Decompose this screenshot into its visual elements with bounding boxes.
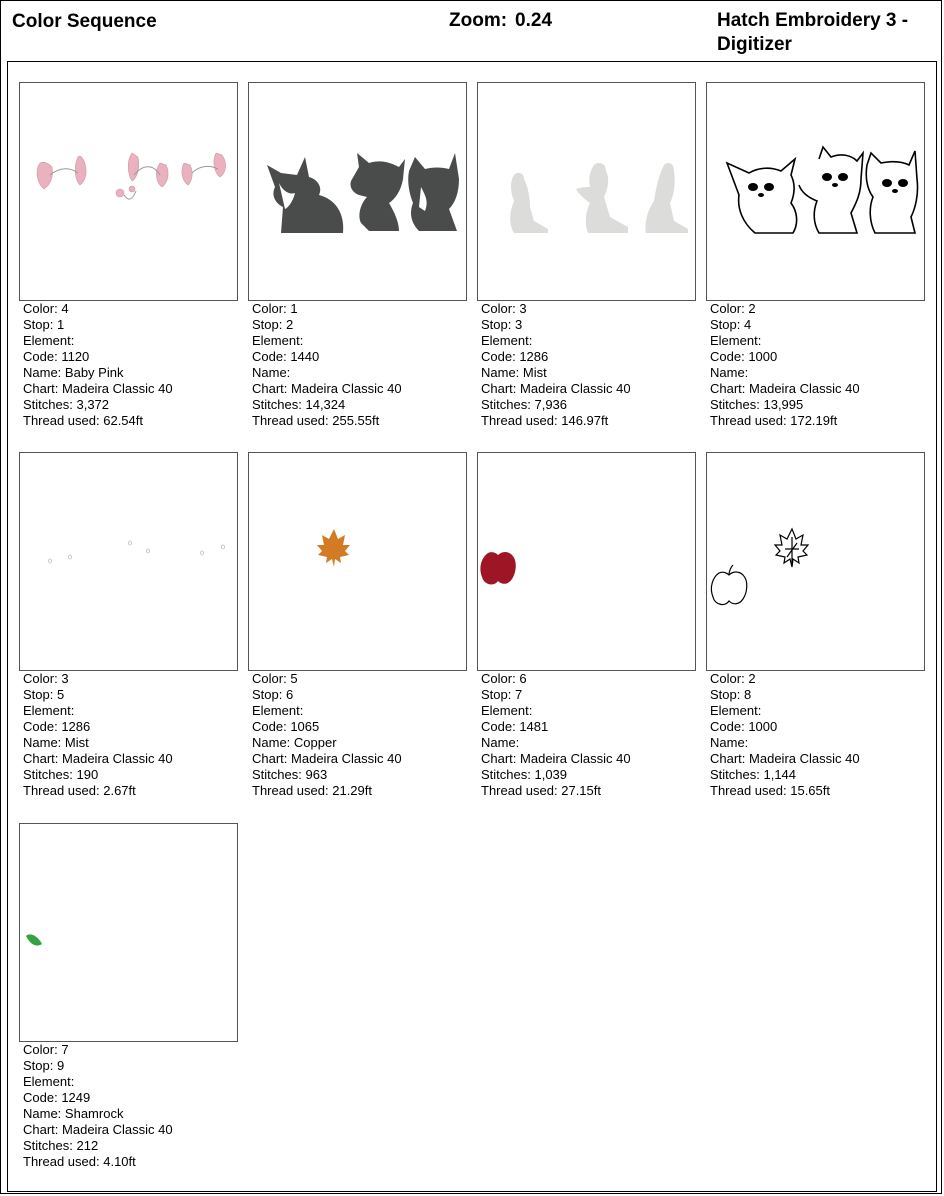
stop-info: Color: 2 Stop: 8 Element: Code: 1000 Name: Chart: Madeira Classic 40 Stitches: 1,144 Thread used: 15.65ft [710, 671, 860, 798]
stitch-count: 190 [76, 767, 99, 782]
color-number: 6 [519, 671, 527, 686]
color-tile [706, 82, 925, 442]
stop-number: 1 [56, 317, 65, 332]
thread-chart: Madeira Classic 40 [62, 1122, 173, 1137]
stop-info: Color: 7 Stop: 9 Element: Code: 1249 Name: Shamrock Chart: Madeira Classic 40 Stitches: 212 Thread used: 4.10ft [23, 1042, 173, 1169]
color-number: 4 [61, 301, 69, 316]
stitch-count: 1,039 [534, 767, 568, 782]
thread-code: 1065 [290, 719, 320, 734]
stop-number: 2 [285, 317, 294, 332]
green-leaf-art [20, 824, 239, 1043]
thread-code: 1440 [290, 349, 320, 364]
stop-number: 5 [56, 687, 65, 702]
stop-number: 6 [285, 687, 294, 702]
stop-info: Color: 3 Stop: 3 Element: Code: 1286 Name: Mist Chart: Madeira Classic 40 Stitches: 7,936 Thread used: 146.97ft [481, 301, 631, 428]
stitch-count: 1,144 [763, 767, 797, 782]
thread-code: 1000 [748, 349, 778, 364]
color-tile [477, 452, 696, 812]
thread-code: 1120 [61, 349, 90, 364]
color-tile [706, 452, 925, 812]
stitch-count: 212 [76, 1138, 99, 1153]
thread-used: 15.65ft [790, 783, 830, 798]
thread-chart: Madeira Classic 40 [62, 751, 173, 766]
color-number: 3 [61, 671, 69, 686]
pink-ears-art [20, 83, 239, 302]
thread-used: 21.29ft [332, 783, 372, 798]
red-apple-art [478, 453, 697, 672]
thread-used: 146.97ft [561, 413, 609, 428]
stop-number: 9 [56, 1058, 65, 1073]
leaf-apple-outline-art [707, 453, 926, 672]
thread-used: 27.15ft [561, 783, 601, 798]
dog-silhouettes-art [249, 83, 468, 302]
stitch-count: 963 [305, 767, 328, 782]
thread-code: 1481 [519, 719, 549, 734]
stop-info: Color: 4 Stop: 1 Element: Code: 1120 Name: Baby Pink Chart: Madeira Classic 40 Stitches: 3,372 Thread used: 62.54ft [23, 301, 173, 428]
design-preview [706, 82, 925, 301]
thread-name: Shamrock [64, 1106, 124, 1121]
thread-name: Mist [522, 365, 547, 380]
thread-used: 172.19ft [790, 413, 838, 428]
color-tile [248, 82, 467, 442]
color-number: 2 [748, 671, 756, 686]
mist-shapes-art [478, 83, 697, 302]
stop-number: 7 [514, 687, 523, 702]
zoom-value: 0.24 [515, 10, 553, 31]
design-preview [19, 823, 238, 1042]
color-tile [477, 82, 696, 442]
stop-info: Color: 2 Stop: 4 Element: Code: 1000 Name: Chart: Madeira Classic 40 Stitches: 13,995 Thread used: 172.19ft [710, 301, 860, 428]
thread-code: 1286 [519, 349, 549, 364]
stop-number: 8 [743, 687, 752, 702]
color-number: 1 [290, 301, 298, 316]
thread-name: Mist [64, 735, 89, 750]
stitch-count: 13,995 [763, 397, 804, 412]
mist-dots-art [20, 453, 239, 672]
stop-info: Color: 3 Stop: 5 Element: Code: 1286 Name: Mist Chart: Madeira Classic 40 Stitches: 190 Thread used: 2.67ft [23, 671, 173, 798]
color-number: 5 [290, 671, 298, 686]
color-tile [19, 82, 238, 442]
thread-used: 62.54ft [103, 413, 143, 428]
zoom-readout [449, 9, 552, 33]
thread-name: Baby Pink [64, 365, 124, 380]
design-preview [477, 82, 696, 301]
stop-info: Color: 1 Stop: 2 Element: Code: 1440 Name: Chart: Madeira Classic 40 Stitches: 14,324 Thread used: 255.55ft [252, 301, 402, 428]
stop-info: Color: 6 Stop: 7 Element: Code: 1481 Name: Chart: Madeira Classic 40 Stitches: 1,039 Thread used: 27.15ft [481, 671, 631, 798]
maple-leaf-art [249, 453, 468, 672]
thread-name: Copper [293, 735, 337, 750]
color-number: 2 [748, 301, 756, 316]
design-preview [706, 452, 925, 671]
page-title: Color Sequence [12, 11, 157, 32]
stitch-count: 14,324 [305, 397, 346, 412]
thread-code: 1286 [61, 719, 91, 734]
color-sequence-grid [7, 61, 937, 1192]
zoom-label: Zoom: [449, 10, 508, 31]
thread-chart: Madeira Classic 40 [520, 751, 631, 766]
thread-code: 1000 [748, 719, 778, 734]
software-name: Hatch Embroidery 3 - Digitizer [717, 10, 909, 55]
design-preview [248, 452, 467, 671]
thread-code: 1249 [61, 1090, 91, 1105]
thread-chart: Madeira Classic 40 [520, 381, 631, 396]
thread-chart: Madeira Classic 40 [749, 751, 860, 766]
dog-outlines-art [707, 83, 926, 302]
thread-used: 255.55ft [332, 413, 380, 428]
thread-chart: Madeira Classic 40 [749, 381, 860, 396]
stitch-count: 7,936 [534, 397, 568, 412]
page-header [0, 0, 942, 60]
color-number: 3 [519, 301, 527, 316]
design-preview [19, 452, 238, 671]
design-preview [477, 452, 696, 671]
color-number: 7 [61, 1042, 69, 1057]
stitch-count: 3,372 [76, 397, 110, 412]
design-preview [248, 82, 467, 301]
color-tile [19, 823, 238, 1183]
thread-chart: Madeira Classic 40 [291, 751, 402, 766]
stop-number: 3 [514, 317, 523, 332]
color-tile [248, 452, 467, 812]
color-tile [19, 452, 238, 812]
thread-chart: Madeira Classic 40 [62, 381, 173, 396]
design-preview [19, 82, 238, 301]
thread-used: 2.67ft [103, 783, 136, 798]
thread-used: 4.10ft [103, 1154, 136, 1169]
stop-number: 4 [743, 317, 752, 332]
stop-info: Color: 5 Stop: 6 Element: Code: 1065 Name: Copper Chart: Madeira Classic 40 Stitches: 963 Thread used: 21.29ft [252, 671, 402, 798]
thread-chart: Madeira Classic 40 [291, 381, 402, 396]
